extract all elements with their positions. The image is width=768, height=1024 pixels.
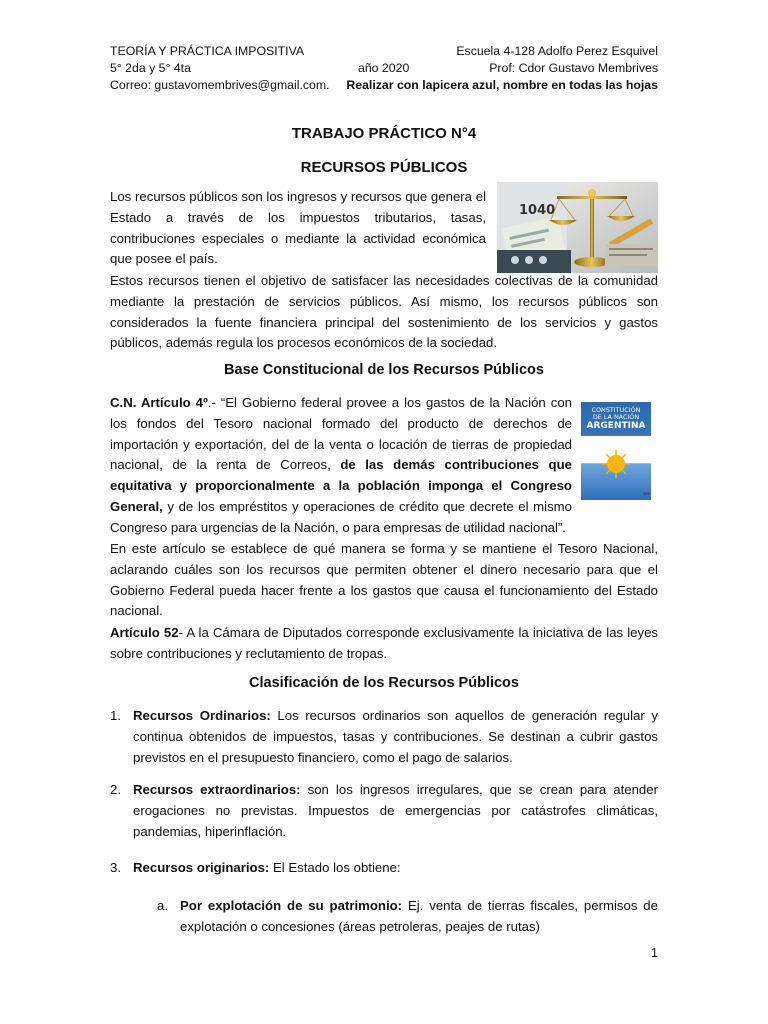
section-heading-base-constitucional: Base Constitucional de los Recursos Públicos: [224, 362, 544, 378]
list-item-3-number: 3.: [110, 860, 121, 875]
list-item: [133, 706, 658, 768]
header-teacher: Prof: Cdor Gustavo Membrives: [489, 61, 658, 75]
list-item-2-number: 2.: [110, 782, 121, 797]
article-4-paragraph: [110, 393, 572, 539]
section-heading-clasificacion: Clasificación de los Recursos Públicos: [249, 675, 519, 691]
article-4-explanation: En este artículo se establece de qué manera se forma y se mantiene el Tesoro Nacional, aclarando cuáles son los recursos que permiten obtener el dinero necesario para que el Gobierno Federal pueda hacer frente a los gastos que causa el funcionamiento del Estado nacional.: [110, 541, 658, 619]
book-cover-line-2: DE LA NACIÓN: [592, 413, 640, 421]
list-item: [133, 858, 658, 879]
subitem-a-label: Por explotación de su patrimonio:: [180, 898, 403, 913]
list-item-3-label: Recursos originarios:: [133, 860, 270, 875]
article-4-label: C.N. Artículo 4º: [110, 395, 208, 410]
book-cover-line-3: ARGENTINA: [586, 421, 646, 431]
header-instructions: Realizar con lapicera azul, nombre en todas las hojas: [346, 78, 658, 92]
doc-title: TRABAJO PRÁCTICO N°4: [291, 125, 477, 142]
svg-text:aa: aa: [643, 491, 650, 497]
header-courses: 5° 2da y 5° 4ta: [110, 61, 191, 75]
list-item-2-text: son los ingresos irregulares, que se crean para atender erogaciones no previstas. Impuestos de emergencias por catástrofes climáticas, pandemias, hiperinflación.: [133, 782, 658, 839]
doc-subtitle: RECURSOS PÚBLICOS: [300, 159, 468, 176]
list-item-2-label: Recursos extraordinarios:: [133, 782, 301, 797]
intro-paragraph-2: Estos recursos tienen el objetivo de satisfacer las necesidades colectivas de la comunidad mediante la prestación de servicios públicos. Así mismo, los recursos públicos son considerados la fuente financiera principal del sostenimiento de los servicios y gastos públicos, además regula los procesos económicos de la sociedad.: [110, 273, 658, 351]
scales-of-justice-image: [497, 182, 658, 273]
header-school: Escuela 4-128 Adolfo Perez Esquivel: [456, 44, 658, 58]
constitution-book-cover: [581, 402, 651, 500]
article-4-bold-text: de las demás contribuciones que equitativa y proporcionalmente a la población imponga el Congreso General,: [110, 457, 573, 514]
list-item-1-label: Recursos Ordinarios:: [133, 708, 271, 723]
article-4-text-b: y de los empréstitos y operaciones de crédito que decrete el mismo Congreso para urgencias de la Nación, o para empresas de utilidad nacional”.: [110, 498, 572, 535]
header-year: año 2020: [358, 61, 410, 75]
header-email: Correo: gustavomembrives@gmail.com.: [110, 78, 330, 92]
header-subject: TEORÍA Y PRÁCTICA IMPOSITIVA: [110, 44, 305, 58]
list-item-3-text: El Estado los obtiene:: [269, 860, 401, 875]
subitem-a-letter: a.: [157, 898, 168, 913]
page-number: 1: [651, 946, 658, 960]
intro-paragraph-1: Los recursos públicos son los ingresos y recursos que genera el Estado a través de los impuestos tributarios, tasas, contribuciones especiales o mediante la actividad económica que posee el país.: [110, 189, 486, 267]
article-52-text: - A la Cámara de Diputados corresponde exclusivamente la iniciativa de las leyes sobre contribuciones y reclutamiento de tropas.: [110, 625, 658, 661]
header-line-2: [110, 59, 658, 77]
article-4-text-a: .- “El Gobierno federal provee a los gastos de la Nación con los fondos del Tesoro nacional formado del producto de derechos de importación y exportación, del de la venta o locación de tierras de propiedad nacional, de la renta de Correos,: [110, 395, 572, 473]
header-line-3: [110, 76, 658, 94]
book-cover-line-1: CONSTITUCIÓN: [591, 406, 641, 414]
subitem-a: [180, 896, 658, 938]
subitem-a-text: Ej. venta de tierras fiscales, permisos de explotación o concesiones (áreas petroleras, peajes de rutas): [180, 898, 658, 934]
article-52-paragraph: [110, 623, 658, 665]
list-item-1-text: Los recursos ordinarios son aquellos de generación regular y continua obtenidos de impuestos, tasas y contribuciones. Se destinan a cubrir gastos previstos en el presupuesto financiero, como el pago de salarios.: [133, 708, 658, 765]
svg-text:1040: 1040: [519, 203, 556, 218]
list-item: [133, 780, 658, 842]
list-item-1-number: 1.: [110, 708, 121, 723]
article-52-label: Artículo 52: [110, 625, 179, 640]
header-line-1: [110, 42, 658, 60]
